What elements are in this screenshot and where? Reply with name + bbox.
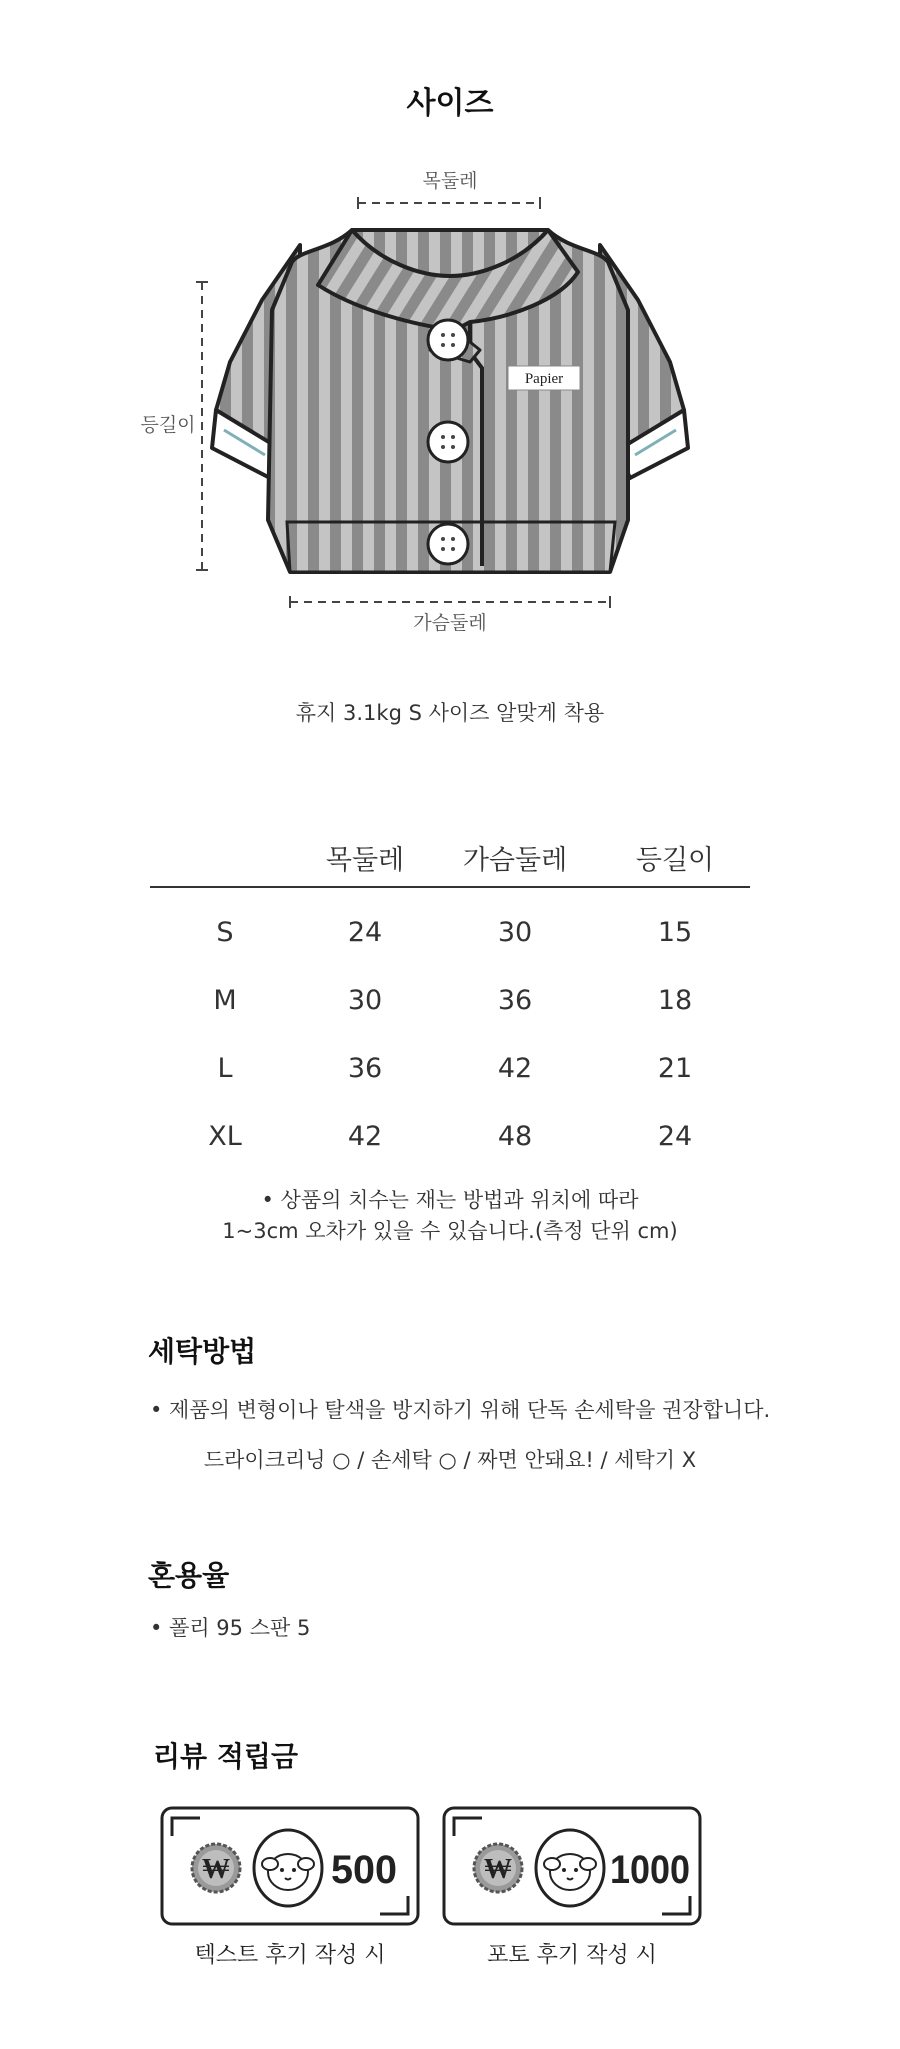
back-length-label: 등길이: [140, 414, 196, 436]
coupon-amount: 500: [331, 1848, 397, 1892]
button-middle: [428, 422, 468, 462]
coupon-caption-text-review: 텍스트 후기 작성 시: [194, 1943, 386, 1968]
wash-instruction: • 제품의 변형이나 탈색을 방지하기 위해 단독 손세탁을 권장합니다.: [150, 1398, 771, 1422]
chest-dimension-line: [290, 596, 610, 608]
chest-cell: 48: [497, 1120, 533, 1152]
neck-cell: 30: [347, 984, 383, 1016]
button-top: [428, 320, 468, 360]
table-row: [150, 966, 750, 1034]
size-table-header-cell: 가슴둘레: [430, 828, 600, 887]
size-title: 사이즈: [406, 86, 494, 121]
back-cell: 21: [657, 1052, 693, 1084]
size-table-header-cell: 등길이: [600, 828, 750, 887]
neck-dimension-line: [358, 197, 540, 209]
neck-label: 목둘레: [422, 170, 478, 192]
material-title: 혼용율: [148, 1559, 230, 1592]
wash-methods: 드라이크리닝 ○ / 손세탁 ○ / 짜면 안돼요! / 세탁기 X: [203, 1448, 697, 1472]
size-table-header-cell: 목둘레: [300, 828, 430, 887]
measurement-note: [0, 1185, 900, 1247]
coupon-1000: [442, 1806, 702, 1926]
size-cell: S: [216, 916, 234, 948]
size-table-header-cell: [150, 828, 300, 887]
back-cell: 18: [657, 984, 693, 1016]
chest-cell: 30: [497, 916, 533, 948]
back-length-dimension-line: [196, 282, 208, 570]
chest-cell: 36: [497, 984, 533, 1016]
button-bottom: [428, 524, 468, 564]
size-table-header: [150, 828, 750, 887]
material-composition: • 폴리 95 스판 5: [150, 1616, 311, 1640]
table-row: [150, 1102, 750, 1170]
size-cell: M: [213, 984, 237, 1016]
coupon-symbol: ₩: [202, 1854, 230, 1885]
wash-title: 세탁방법: [148, 1335, 257, 1368]
back-cell: 24: [657, 1120, 693, 1152]
size-cell: L: [217, 1052, 233, 1084]
brand-tag-text: Papier: [524, 371, 564, 387]
back-cell: 15: [657, 916, 693, 948]
reward-title: 리뷰 적립금: [153, 1740, 298, 1773]
neck-cell: 24: [347, 916, 383, 948]
coupon-amount: 1000: [610, 1848, 690, 1892]
size-cell: XL: [208, 1120, 242, 1152]
chest-cell: 42: [497, 1052, 533, 1084]
chest-label: 가슴둘레: [413, 612, 487, 634]
bear-face-icon: [536, 1830, 604, 1906]
table-row: [150, 1034, 750, 1102]
neck-cell: 42: [347, 1120, 383, 1152]
neck-cell: 36: [347, 1052, 383, 1084]
coupon-symbol: ₩: [484, 1854, 512, 1885]
bear-face-icon: [254, 1830, 322, 1906]
coupon-caption-photo-review: 포토 후기 작성 시: [487, 1943, 657, 1968]
measurement-note-line2: 1~3cm 오차가 있을 수 있습니다.(측정 단위 cm): [222, 1219, 678, 1243]
size-table: [150, 828, 750, 1170]
measurement-note-line1: • 상품의 치수는 재는 방법과 위치에 따라: [261, 1188, 639, 1212]
wear-note: 휴지 3.1kg S 사이즈 알맞게 착용: [295, 701, 605, 725]
table-row: [150, 887, 750, 966]
garment-illustration: [0, 0, 900, 660]
coupon-500: [160, 1806, 420, 1926]
